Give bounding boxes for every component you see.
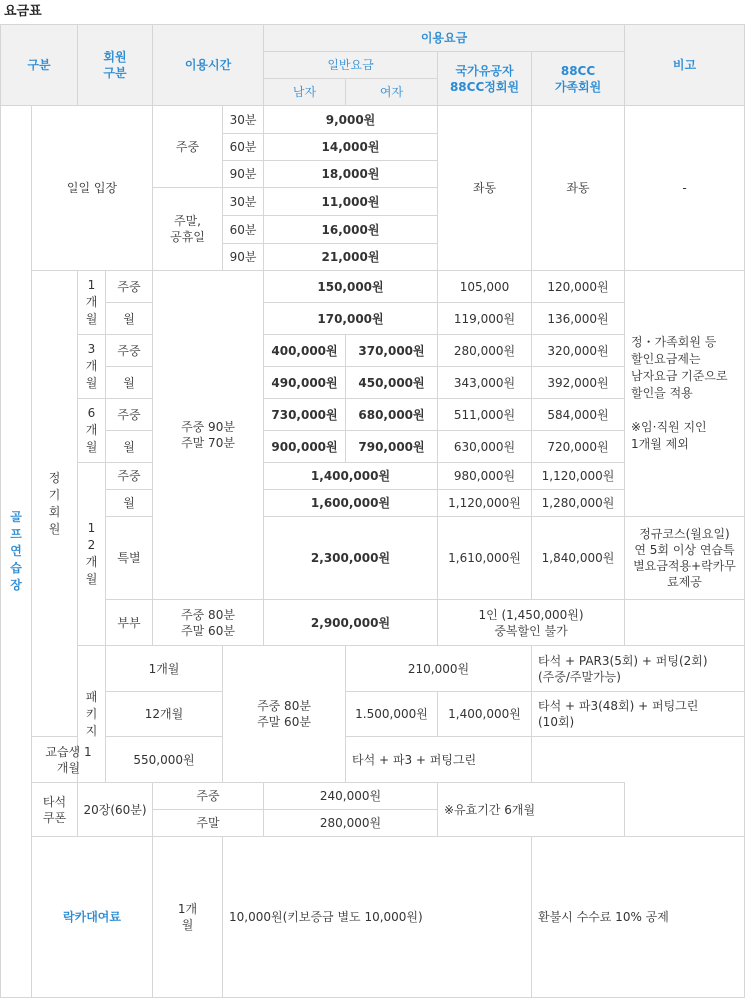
weekday-label: 주중 [106,399,153,431]
special-label: 특별 [106,517,153,600]
header-male: 남자 [264,79,346,106]
regular-12m: 12개월 [78,463,106,646]
side-label: 골프연습장 [1,106,32,998]
header-category: 구분 [1,25,78,106]
male-fee: 730,000원 [264,399,346,431]
month-label: 월 [106,303,153,335]
regular-remark: 정・가족회원 등 할인요금제는 남자요금 기준으로 할인을 적용 ※임·직원 지인 1개월 제외 [625,271,745,517]
family-fee: 1,840,000원 [532,517,625,600]
weekday-label: 주중 [106,271,153,303]
fee: 2,900,000원 [264,600,438,646]
family-fee: 320,000원 [532,335,625,367]
weekday-label: 주중 [153,783,264,810]
minutes: 60분 [223,216,264,244]
locker-refund: 환불시 수수료 10% 공제 [532,837,745,998]
month-label: 월 [106,367,153,399]
veteran-fee: 980,000원 [438,463,532,490]
family-fee: 584,000원 [532,399,625,431]
page-title: 요금표 [4,4,42,19]
daily-family: 좌동 [532,106,625,271]
veteran-fee: 1,120,000원 [438,490,532,517]
minutes: 30분 [223,188,264,216]
locker-fee: 10,000원(키보증금 별도 10,000원) [223,837,532,998]
header-general-fee: 일반요금 [264,52,438,79]
minutes: 90분 [223,244,264,271]
regular-label: 정기회원 [32,271,78,737]
female-fee: 450,000원 [346,367,438,399]
header-veteran: 국가유공자 88CC정회원 [438,52,532,106]
package-12m: 12개월 [106,692,223,737]
regular-time: 주중 90분 주말 70분 [153,271,264,600]
female-fee: 790,000원 [346,431,438,463]
header-usage-time: 이용시간 [153,25,264,106]
veteran-fee: 1,610,000원 [438,517,532,600]
daily-label: 일일 입장 [32,106,153,271]
header-female: 여자 [346,79,438,106]
package-desc: 타석 + 파3 + 퍼팅그린 [346,737,532,783]
male-fee: 490,000원 [264,367,346,399]
family-fee: 1,120,000원 [532,463,625,490]
couple-label: 부부 [106,600,153,646]
fee: 21,000원 [264,244,438,271]
package-desc: 타석 + PAR3(5회) + 퍼팅(2회) (주중/주말가능) [532,646,745,692]
fee: 550,000원 [106,737,223,783]
fee: 2,300,000원 [264,517,438,600]
minutes: 60분 [223,134,264,161]
female-fee: 680,000원 [346,399,438,431]
regular-3m: 3개월 [78,335,106,399]
veteran-fee: 280,000원 [438,335,532,367]
fee: 16,000원 [264,216,438,244]
locker-label: 락카대여료 [32,837,153,998]
package-time: 주중 80분 주말 60분 [223,646,346,783]
coupon-label: 타석 쿠폰 [32,783,78,837]
fee-table [0,24,745,998]
male-fee: 1.500,000원 [346,692,438,737]
coupon-count: 20장(60분) [78,783,153,837]
fee: 240,000원 [264,783,438,810]
veteran-fee: 343,000원 [438,367,532,399]
header-family: 88CC 가족회원 [532,52,625,106]
package-1m: 1개월 [106,646,223,692]
daily-weekday: 주중 [153,106,223,188]
package-student: 교습생 1 개월 [32,737,106,783]
couple-time: 주중 80분 주말 60분 [153,600,264,646]
special-remark: 정규코스(월요일) 연 5회 이상 연습특 별요금적용+락카무 료제공 [625,517,745,600]
header-usage-fee: 이용요금 [264,25,625,52]
fee: 9,000원 [264,106,438,134]
month-label: 월 [106,490,153,517]
family-fee: 720,000원 [532,431,625,463]
weekday-label: 주중 [106,335,153,367]
family-fee: 120,000원 [532,271,625,303]
fee: 18,000원 [264,161,438,188]
weekday-label: 주중 [106,463,153,490]
daily-weekend: 주말, 공휴일 [153,188,223,271]
header-remarks: 비고 [625,25,745,106]
fee: 1,400,000원 [264,463,438,490]
fee: 150,000원 [264,271,438,303]
minutes: 90분 [223,161,264,188]
regular-1m: 1개월 [78,271,106,335]
minutes: 30분 [223,106,264,134]
veteran-fee: 630,000원 [438,431,532,463]
header-member-type: 회원 구분 [78,25,153,106]
fee: 280,000원 [264,810,438,837]
fee: 170,000원 [264,303,438,335]
daily-veteran: 좌동 [438,106,532,271]
month-label: 월 [106,431,153,463]
empty-cell [625,600,745,646]
veteran-fee: 119,000원 [438,303,532,335]
family-fee: 392,000원 [532,367,625,399]
veteran-fee: 511,000원 [438,399,532,431]
family-fee: 136,000원 [532,303,625,335]
male-fee: 900,000원 [264,431,346,463]
fee: 210,000원 [346,646,532,692]
veteran-fee: 105,000 [438,271,532,303]
daily-remark: - [625,106,745,271]
fee: 1,600,000원 [264,490,438,517]
female-fee: 370,000원 [346,335,438,367]
package-label: 패키지 [78,646,106,783]
couple-note: 1인 (1,450,000원) 중복할인 불가 [438,600,625,646]
locker-period: 1개 월 [153,837,223,998]
male-fee: 400,000원 [264,335,346,367]
fee: 14,000원 [264,134,438,161]
female-fee: 1,400,000원 [438,692,532,737]
regular-6m: 6개월 [78,399,106,463]
weekend-label: 주말 [153,810,264,837]
coupon-note: ※유효기간 6개월 [438,783,625,837]
package-desc: 타석 + 파3(48회) + 퍼팅그린 (10회) [532,692,745,737]
family-fee: 1,280,000원 [532,490,625,517]
fee: 11,000원 [264,188,438,216]
